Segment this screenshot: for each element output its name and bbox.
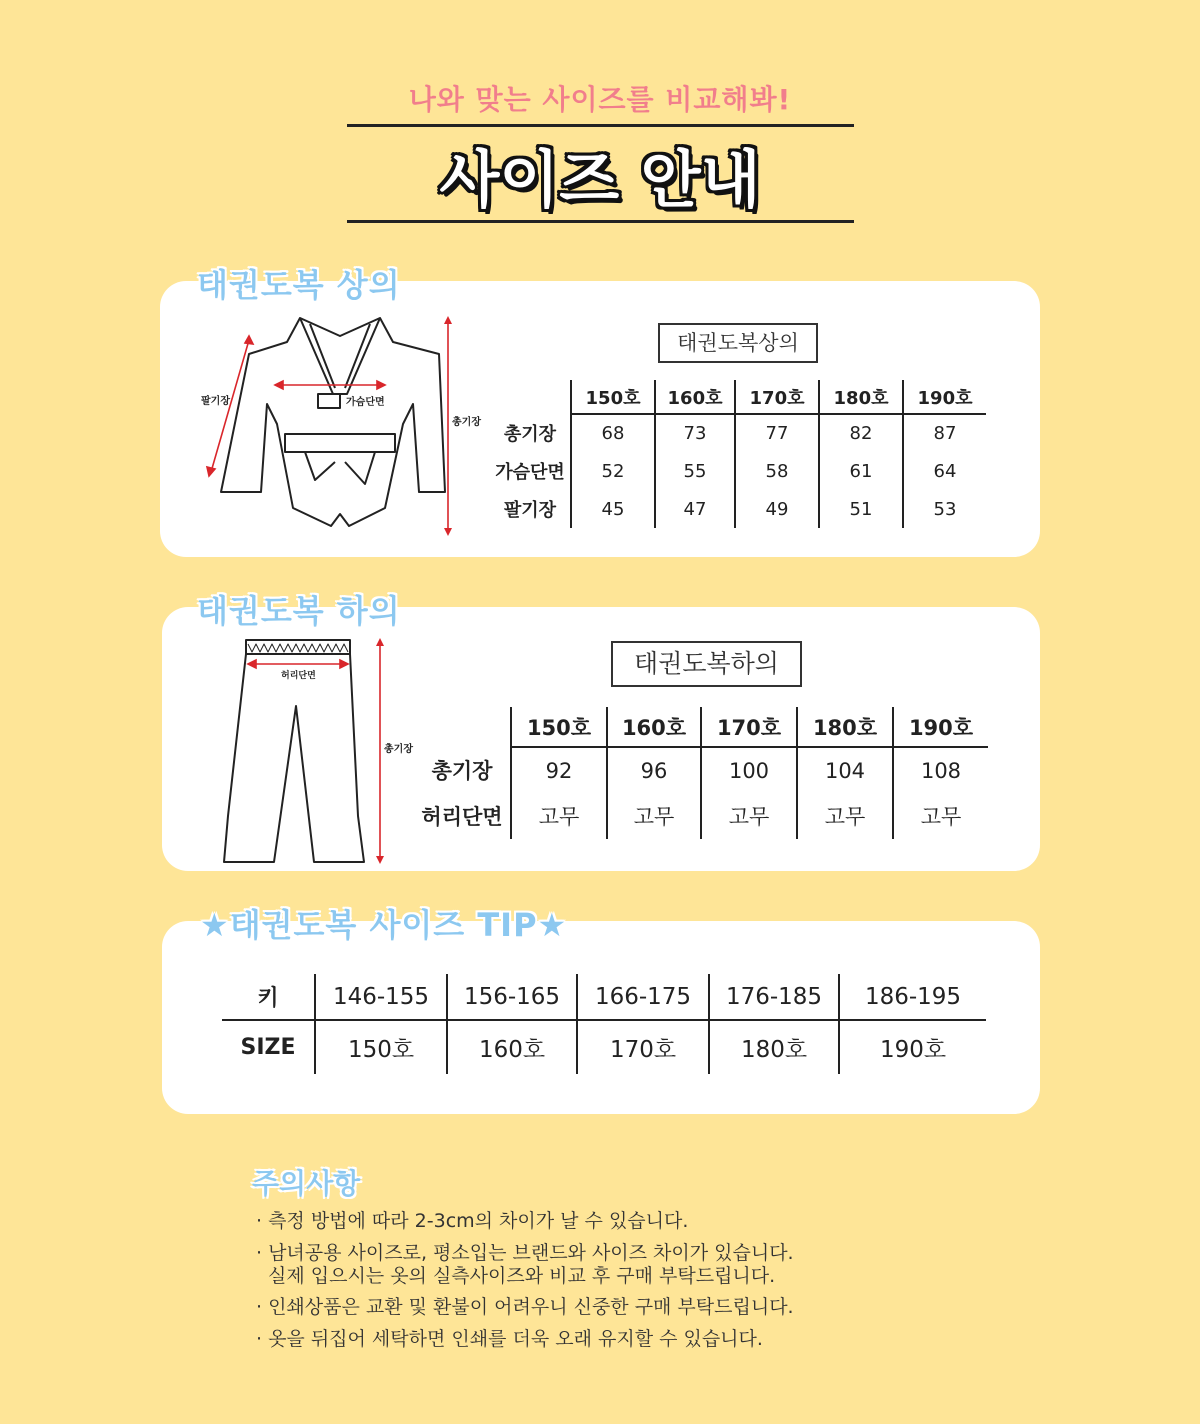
bottom-size-table bbox=[414, 707, 988, 839]
table-cell: 87 bbox=[933, 423, 957, 444]
arm-length-label: 팔기장 bbox=[201, 396, 230, 407]
height-size-table bbox=[222, 974, 986, 1074]
notice-line: · 남녀공용 사이즈로, 평소입는 브랜드와 사이즈 차이가 있습니다. bbox=[256, 1242, 794, 1264]
table-cell: 52 bbox=[571, 452, 655, 490]
table-corner-cell bbox=[490, 380, 571, 414]
table-row bbox=[222, 1020, 986, 1074]
table-cell: 170호 bbox=[577, 1020, 709, 1074]
row-label: 허리단면 bbox=[414, 793, 511, 839]
column-header: 150호 bbox=[571, 380, 655, 414]
table-cell: 47 bbox=[655, 490, 735, 528]
column-header: 180호 bbox=[797, 707, 893, 747]
column-header: 180호 bbox=[819, 380, 903, 414]
table-row bbox=[490, 490, 986, 528]
table-row bbox=[222, 974, 986, 1020]
table-cell: 고무 bbox=[701, 793, 797, 839]
bottom-table-title: 태권도복하의 bbox=[611, 641, 802, 687]
table-cell: 53 bbox=[933, 498, 957, 520]
table-cell: 77 bbox=[735, 414, 819, 452]
row-label: 팔기장 bbox=[490, 490, 571, 528]
table-row bbox=[414, 793, 988, 839]
table-cell: 166-175 bbox=[577, 974, 709, 1020]
table-cell: 160호 bbox=[447, 1020, 577, 1074]
table-cell: 61 bbox=[819, 452, 903, 490]
column-header: 160호 bbox=[607, 707, 701, 747]
jacket-total-length-label: 총기장 bbox=[452, 417, 481, 428]
chest-width-label: 가슴단면 bbox=[346, 397, 385, 408]
table-header-row bbox=[414, 707, 988, 747]
notice-line: · 측정 방법에 따라 2-3cm의 차이가 날 수 있습니다. bbox=[256, 1210, 689, 1232]
page-title: 사이즈 안내 bbox=[439, 143, 761, 216]
table-header-row bbox=[490, 380, 986, 414]
table-cell: 186-195 bbox=[839, 974, 986, 1020]
table-corner-cell bbox=[414, 707, 511, 747]
pants-total-length-label: 총기장 bbox=[384, 744, 413, 755]
tip-section-heading: ★태권도복 사이즈 TIP★ bbox=[200, 906, 568, 944]
table-cell: 73 bbox=[655, 414, 735, 452]
table-cell: 고무 bbox=[797, 793, 893, 839]
column-header: 160호 bbox=[655, 380, 735, 414]
notice-line: · 옷을 뒤집어 세탁하면 인쇄를 더욱 오래 유지할 수 있습니다. bbox=[256, 1328, 763, 1350]
notice-item bbox=[256, 1242, 794, 1288]
top-size-table bbox=[490, 380, 986, 528]
notice-item bbox=[256, 1328, 763, 1351]
table-cell: 49 bbox=[735, 490, 819, 528]
table-cell: 92 bbox=[511, 747, 607, 793]
table-cell: 58 bbox=[735, 452, 819, 490]
table-row bbox=[490, 452, 986, 490]
title-rule-top bbox=[347, 124, 854, 127]
notice-item bbox=[256, 1210, 688, 1233]
table-cell: 180호 bbox=[709, 1020, 839, 1074]
notice-heading: 주의사항 bbox=[252, 1167, 361, 1200]
table-cell: 190호 bbox=[879, 1037, 947, 1063]
table-cell: 108 bbox=[920, 758, 962, 783]
table-cell: 55 bbox=[655, 452, 735, 490]
page-subtitle: 나와 맞는 사이즈를 비교해봐! bbox=[408, 83, 792, 116]
row-label: SIZE bbox=[222, 1020, 315, 1074]
column-header: 190호 bbox=[893, 707, 988, 747]
table-row bbox=[490, 414, 986, 452]
table-cell: 68 bbox=[571, 414, 655, 452]
table-cell: 고무 bbox=[511, 793, 607, 839]
notice-line: · 인쇄상품은 교환 및 환불이 어려우니 신중한 구매 부탁드립니다. bbox=[256, 1296, 794, 1318]
table-cell: 100 bbox=[701, 747, 797, 793]
column-header: 190호 bbox=[903, 380, 986, 414]
table-cell: 146-155 bbox=[315, 974, 447, 1020]
column-header: 170호 bbox=[701, 707, 797, 747]
column-header: 150호 bbox=[511, 707, 607, 747]
table-cell: 176-185 bbox=[709, 974, 839, 1020]
table-cell: 150호 bbox=[315, 1020, 447, 1074]
top-section-heading: 태권도복 상의 bbox=[197, 266, 401, 304]
table-cell: 45 bbox=[571, 490, 655, 528]
top-table-title: 태권도복상의 bbox=[658, 323, 818, 363]
title-rule-bottom bbox=[347, 220, 854, 223]
table-cell: 96 bbox=[607, 747, 701, 793]
waist-width-label: 허리단면 bbox=[281, 671, 316, 681]
bottom-section-heading: 태권도복 하의 bbox=[197, 592, 401, 630]
table-cell: 고무 bbox=[920, 805, 962, 829]
table-cell: 156-165 bbox=[447, 974, 577, 1020]
table-row bbox=[414, 747, 988, 793]
notice-line: 실제 입으시는 옷의 실측사이즈와 비교 후 구매 부탁드립니다. bbox=[268, 1265, 776, 1287]
table-cell: 82 bbox=[819, 414, 903, 452]
row-label: 총기장 bbox=[414, 747, 511, 793]
table-cell: 64 bbox=[933, 460, 957, 482]
row-label: 가슴단면 bbox=[490, 452, 571, 490]
table-cell: 104 bbox=[797, 747, 893, 793]
row-label: 총기장 bbox=[490, 414, 571, 452]
table-cell: 51 bbox=[819, 490, 903, 528]
table-cell: 고무 bbox=[607, 793, 701, 839]
column-header: 170호 bbox=[735, 380, 819, 414]
notice-item bbox=[256, 1296, 794, 1319]
row-label: 키 bbox=[222, 974, 315, 1020]
